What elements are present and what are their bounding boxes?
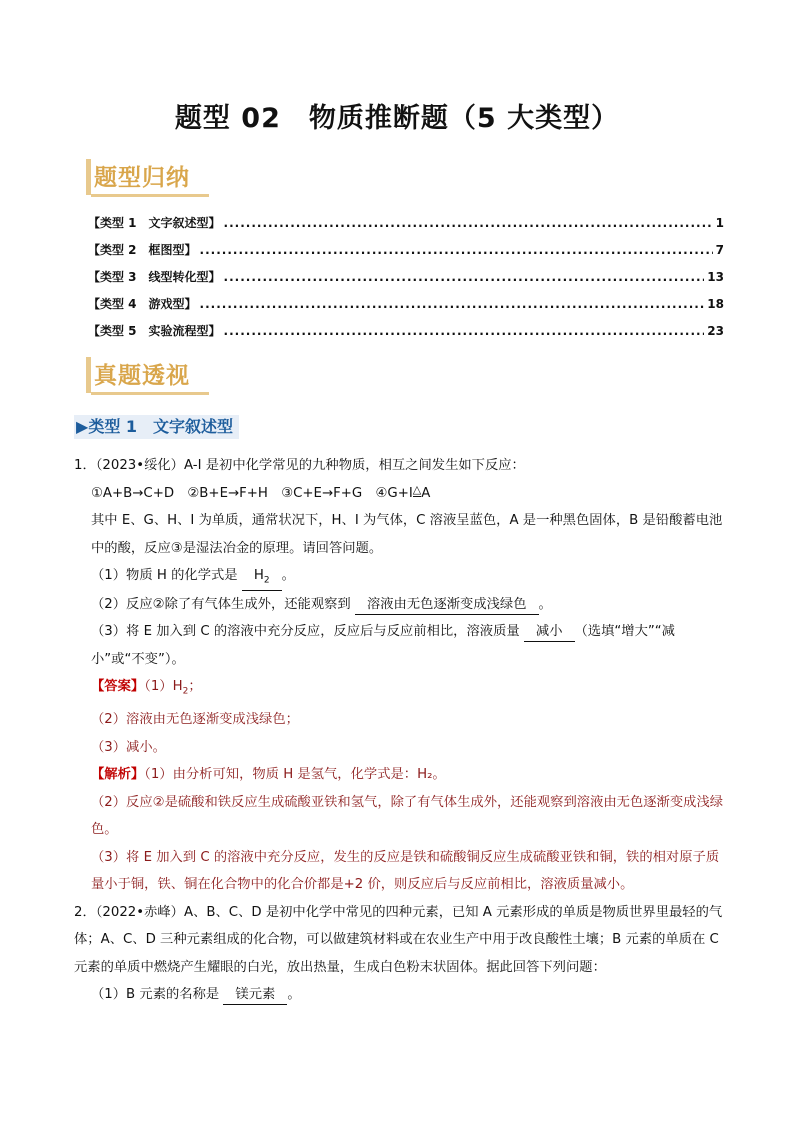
q2-sub1-answer: 镁元素 [223,986,287,1005]
section-bar [86,159,91,195]
q1-analysis-2: （2）反应②是硫酸和铁反应生成硫酸亚铁和氢气，除了有气体生成外，还能观察到溶液由无色逐渐变成浅绿色。 [91,794,724,838]
toc-label: 【类型 5 实验流程型】 [88,324,221,338]
section-title-summary: 题型归纳 [94,165,190,191]
type-heading [74,415,239,439]
q1-answer-3: （3）减小。 [91,739,166,755]
q2-stem: 2．（2022•赤峰）A、B、C、D 是初中化学中常见的四种元素，已知 A 元素形成的单质是物质世界里最轻的气体；A、C、D 三种元素组成的化合物，可以做建筑材料或在农业生产中用于改良酸性土壤；B 元素的单质在 C 元素的单质中燃烧产生耀眼的白光，放出热量，生成白色粉末状固体。据此回答下列问题： [74,904,723,975]
toc-row[interactable] [88,322,724,349]
toc-leader [200,297,705,311]
toc-row[interactable] [88,241,724,268]
type-heading-text: 类型 1 文字叙述型 [88,417,234,436]
section-bar [86,357,91,393]
toc-leader [224,324,705,338]
q1-sub2 [74,591,724,619]
q1-sub2-end: 。 [538,596,552,612]
q1-sub3-text: （3）将 E 加入到 C 的溶液中充分反应，反应后与反应前相比，溶液质量 [91,624,520,640]
q1-sub1-answer [242,567,282,591]
toc-page: 7 [715,243,724,257]
toc-label: 【类型 4 游戏型】 [88,297,197,311]
toc-label: 【类型 1 文字叙述型】 [88,216,221,230]
q1-analysis-1 [74,761,724,789]
toc-row[interactable] [88,268,724,295]
section-header-summary [86,157,236,197]
reaction-list: ①A+B→C+D ②B+E→F+H ③C+E→F+G ④G+I [91,485,413,501]
section-title-real: 真题透视 [94,363,190,389]
q2-sub1 [74,981,724,1009]
heat-arrow-icon: △ [412,482,422,496]
table-of-contents [88,214,724,349]
toc-page: 18 [707,297,724,311]
toc-label: 【类型 2 框图型】 [88,243,197,257]
toc-leader [224,270,705,284]
answer-tag: 【答案】 [91,679,145,695]
q2-sub1-end: 。 [287,987,301,1003]
q1-sub3 [74,618,724,673]
q1-answer-1 [74,673,724,706]
toc-row[interactable] [88,214,724,241]
triangle-icon: ▶ [76,417,89,436]
q2-sub1-text: （1）B 元素的名称是 [91,987,220,1003]
toc-page: 23 [707,324,724,338]
q1-reactions [74,480,724,508]
toc-leader [200,243,713,257]
toc-page: 1 [715,216,724,230]
page-title: 题型 02 物质推断题（5 大类型） [174,103,620,134]
reaction-end: A [421,485,431,501]
q1-sub3-end: （选填“增大”“减小”或“不变”）。 [91,624,675,667]
answer-1-end: ； [188,679,202,695]
analysis-1-text: （1）由分析可知，物质 H 是氢气，化学式是：H₂。 [144,767,446,783]
answer-base: H [253,568,264,583]
q1-sub1 [74,562,724,591]
toc-leader [224,216,713,230]
answer-1-subscript: 2 [182,686,189,697]
q1-stem: 1．（2023•绥化）A-I 是初中化学常见的九种物质，相互之间发生如下反应： [74,458,525,473]
q1-answer-2: （2）溶液由无色逐渐变成浅绿色； [91,712,299,728]
toc-row[interactable] [88,295,724,322]
section-underline [91,194,209,197]
answer-1-text: （1）H [144,679,183,695]
q1-sub2-answer: 溶液由无色逐渐变成浅绿色 [355,596,539,615]
q1-sub3-answer: 减小 [524,623,575,642]
question-content [74,452,724,1009]
q1-analysis-3: （3）将 E 加入到 C 的溶液中充分反应，发生的反应是铁和硫酸铜反应生成硫酸亚铁和铜，铁的相对原子质量小于铜，铁、铜在化合物中的化合价都是+2 价，则反应后与反应前相比，溶液质量减小。 [91,849,720,893]
answer-subscript: 2 [263,575,270,586]
toc-page: 13 [707,270,724,284]
q1-sub1-text: （1）物质 H 的化学式是 [91,568,238,583]
q1-description: 其中 E、G、H、I 为单质，通常状况下，H、I 为气体，C 溶液呈蓝色，A 是一种黑色固体，B 是铅酸蓄电池中的酸，反应③是湿法冶金的原理。请回答问题。 [91,513,723,556]
q1-sub2-text: （2）反应②除了有气体生成外，还能观察到 [91,596,351,612]
section-header-real [86,355,236,395]
q1-sub1-end: 。 [281,568,295,583]
section-underline [91,392,209,395]
toc-label: 【类型 3 线型转化型】 [88,270,221,284]
analysis-tag: 【解析】 [91,767,145,783]
